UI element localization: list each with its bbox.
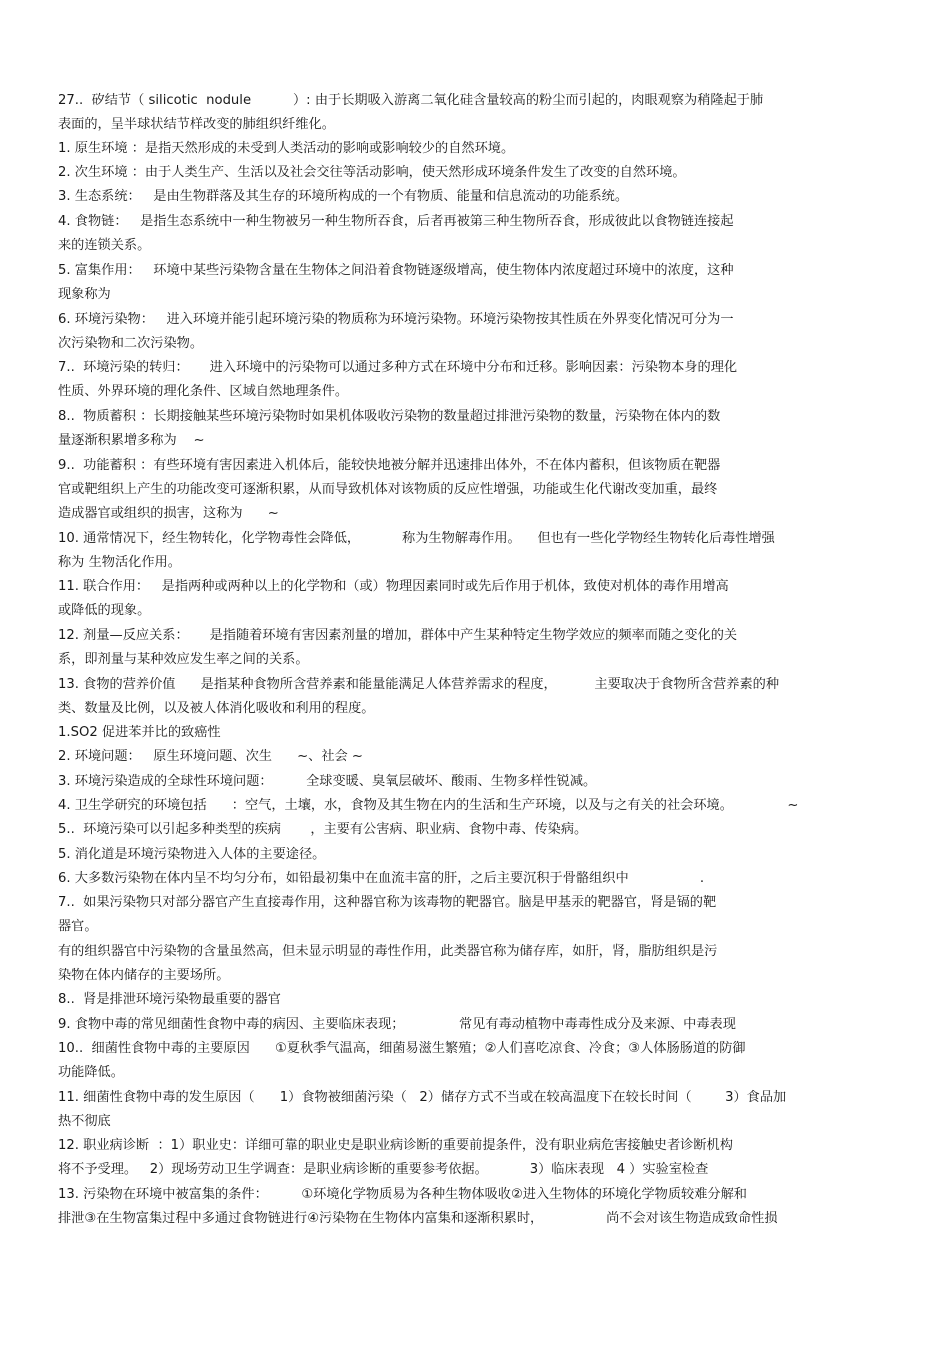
text-line: 器官。	[58, 919, 98, 934]
text-line: 8.. 物质蓄积 ：长期接触某些环境污染物时如果机体吸收污染物的数量超过排泄污染物的数量，污染物在体内的数	[58, 409, 721, 424]
text-line: 6. 大多数污染物在体内呈不均匀分布，如铅最初集中在血流丰富的肝，之后主要沉积于骨骼组织中 .	[58, 871, 705, 886]
text-line: 27.. 矽结节（ silicotic nodule ）: 由于长期吸入游离二氧化硅含量较高的粉尘而引起的，肉眼观察为稍隆起于肺	[58, 93, 764, 108]
text-line: 3. 环境污染造成的全球性环境问题： 全球变暖、臭氧层破坏、酸雨、生物多样性锐减。	[58, 774, 597, 789]
text-line: 量逐渐积累增多称为 ~	[58, 433, 205, 448]
text-line: 来的连锁关系。	[58, 238, 151, 253]
text-line: 10.. 细菌性食物中毒的主要原因 ①夏秋季气温高，细菌易滋生繁殖；②人们喜吃凉食、冷食；③人体肠肠道的防御	[58, 1041, 746, 1056]
text-line: 1. 原生环境 ：是指天然形成的未受到人类活动的影响或影响较少的自然环境。	[58, 141, 515, 156]
text-line: 11. 细菌性食物中毒的发生原因（ 1）食物被细菌污染（ 2）储存方式不当或在较高温度下在较长时间（ 3）食品加	[58, 1090, 787, 1105]
text-line: 5.. 环境污染可以引起多种类型的疾病 ，主要有公害病、职业病、食物中毒、传染病。	[58, 822, 588, 837]
text-line: 热不彻底	[58, 1114, 111, 1129]
text-line: 13. 污染物在环境中被富集的条件： ①环境化学物质易为各种生物体吸收②进入生物体的环境化学物质较难分解和	[58, 1187, 747, 1202]
text-line: 功能降低。	[58, 1065, 124, 1080]
text-line: 3. 生态系统： 是由生物群落及其生存的环境所构成的一个有物质、能量和信息流动的功能系统。	[58, 189, 629, 204]
text-line: 11. 联合作用： 是指两种或两种以上的化学物和（或）物理因素同时或先后作用于机体，致使对机体的毒作用增高	[58, 579, 729, 594]
text-line: 染物在体内储存的主要场所。	[58, 968, 230, 983]
text-line: 8.. 肾是排泄环境污染物最重要的器官	[58, 992, 281, 1007]
text-line: 6. 环境污染物： 进入环境并能引起环境污染的物质称为环境污染物。环境污染物按其性质在外界变化情况可分为一	[58, 312, 734, 327]
text-line: 9. 食物中毒的常见细菌性食物中毒的病因、主要临床表现； 常见有毒动植物中毒毒性成分及来源、中毒表现	[58, 1017, 736, 1032]
text-line: 10. 通常情况下，经生物转化，化学物毒性会降低， 称为生物解毒作用。 但也有一些化学物经生物转化后毒性增强	[58, 531, 775, 546]
text-line: 现象称为	[58, 287, 111, 302]
text-line: 5. 消化道是环境污染物进入人体的主要途径。	[58, 847, 326, 862]
text-line: 13. 食物的营养价值 是指某种食物所含营养素和能量能满足人体营养需求的程度， 主要取决于食物所含营养素的种	[58, 677, 780, 692]
text-line: 4. 食物链： 是指生态系统中一种生物被另一种生物所吞食，后者再被第三种生物所吞食，形成彼此以食物链连接起	[58, 214, 734, 229]
text-line: 4. 卫生学研究的环境包括 ：空气，土壤，水，食物及其生物在内的生活和生产环境，以及与之有关的社会环境。 ~	[58, 798, 799, 813]
text-line: 官或靶组织上产生的功能改变可逐渐积累，从而导致机体对该物质的反应性增强，功能或生化代谢改变加重，最终	[58, 482, 718, 497]
text-line: 类、数量及比例，以及被人体消化吸收和利用的程度。	[58, 701, 375, 716]
text-line: 12. 职业病诊断 ：1）职业史：详细可靠的职业史是职业病诊断的重要前提条件，没有职业病危害接触史者诊断机构	[58, 1138, 733, 1153]
text-line: 将不予受理。 2）现场劳动卫生学调查：是职业病诊断的重要参考依据。 3）临床表现 4 ）实验室检查	[58, 1162, 709, 1177]
text-line: 造成器官或组织的损害，这称为 ~	[58, 506, 279, 521]
text-line: 排泄③在生物富集过程中多通过食物链进行④污染物在生物体内富集和逐渐积累时， 尚不会对该生物造成致命性损	[58, 1211, 778, 1226]
text-line: 7.. 环境污染的转归： 进入环境中的污染物可以通过多种方式在环境中分布和迁移。影响因素：污染物本身的理化	[58, 360, 738, 375]
text-line: 性质、外界环境的理化条件、区域自然地理条件。	[58, 384, 349, 399]
text-line: 2. 次生环境 ：由于人类生产、生活以及社会交往等活动影响，使天然形成环境条件发生了改变的自然环境。	[58, 165, 686, 180]
text-line: 9.. 功能蓄积 ：有些环境有害因素进入机体后，能较快地被分解并迅速排出体外，不在体内蓄积，但该物质在靶器	[58, 458, 721, 473]
text-line: 系，即剂量与某种效应发生率之间的关系。	[58, 652, 309, 667]
text-line: 1.SO2 促进苯并比的致癌性	[58, 725, 221, 740]
text-line: 或降低的现象。	[58, 603, 151, 618]
text-line: 表面的，呈半球状结节样改变的肺组织纤维化。	[58, 117, 335, 132]
text-line: 称为 生物活化作用。	[58, 555, 181, 570]
text-line: 次污染物和二次污染物。	[58, 336, 204, 351]
text-line: 5. 富集作用： 环境中某些污染物含量在生物体之间沿着食物链逐级增高，使生物体内浓度超过环境中的浓度，这种	[58, 263, 734, 278]
text-line: 12. 剂量—反应关系： 是指随着环境有害因素剂量的增加，群体中产生某种特定生物学效应的频率而随之变化的关	[58, 628, 738, 643]
text-line: 有的组织器官中污染物的含量虽然高，但未显示明显的毒性作用，此类器官称为储存库，如肝，肾，脂肪组织是污	[58, 944, 718, 959]
text-line: 7.. 如果污染物只对部分器官产生直接毒作用，这种器官称为该毒物的靶器官。脑是甲基汞的靶器官，肾是镉的靶	[58, 895, 717, 910]
text-line: 2. 环境问题： 原生环境问题、次生 ~、社会 ~	[58, 749, 363, 764]
